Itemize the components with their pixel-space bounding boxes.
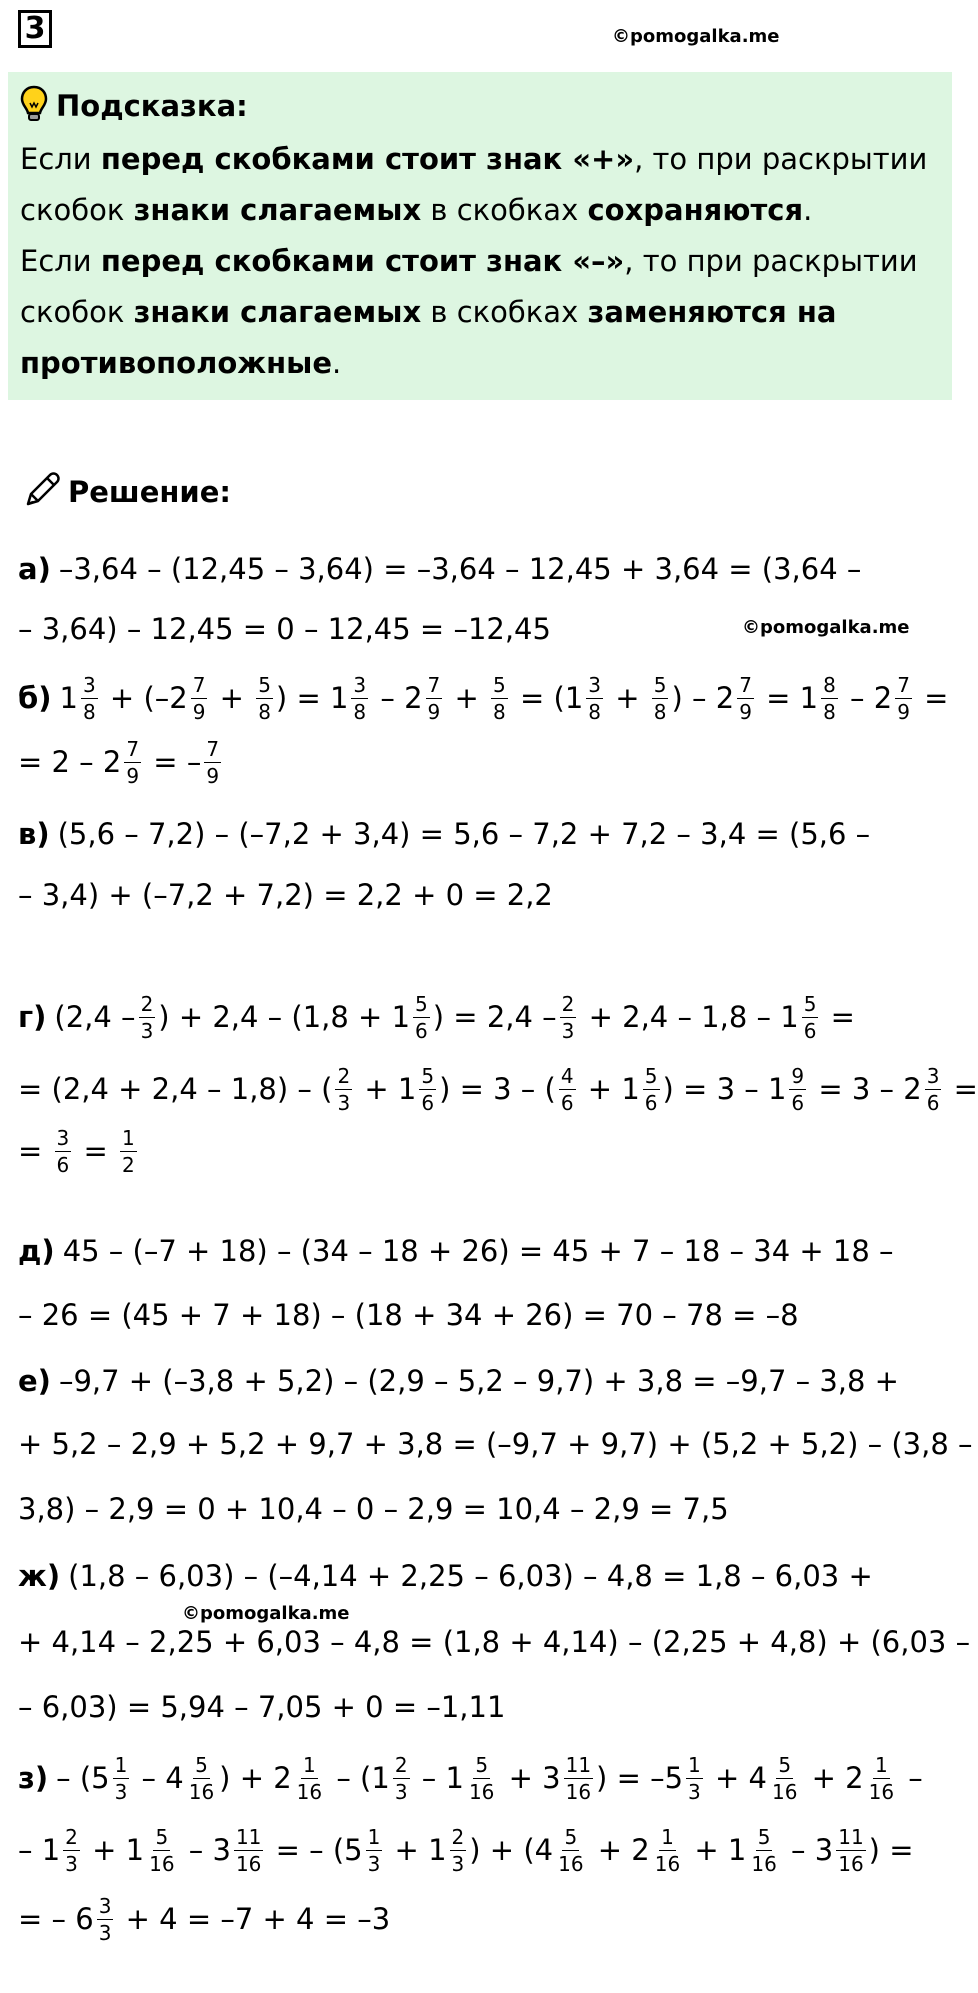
fraction: 3 8 (353, 672, 367, 724)
expression-text: = (821, 999, 855, 1034)
fraction: $\frac{11}{16}$ (235, 1824, 262, 1876)
expression-text: ) = 3 – ( (439, 1071, 556, 1106)
item-label: в) (18, 816, 50, 851)
item-label: ж) (18, 1558, 61, 1593)
solution-line (18, 1120, 948, 1182)
expression-text: = 3 – 2 (809, 1071, 922, 1106)
expression-text: – 4 (132, 1760, 184, 1795)
fraction: $\frac{5}{8}$ (258, 672, 271, 724)
fraction: 5 16 (751, 1824, 777, 1876)
fraction: 7 9 (206, 736, 220, 788)
solution-header (22, 470, 231, 514)
expression-text: – (1 (327, 1760, 390, 1795)
expression-text: 1 (59, 680, 78, 715)
expression-text: – (899, 1760, 923, 1795)
expression-text: ) = –5 (596, 1760, 684, 1795)
expression-text: + (445, 680, 489, 715)
expression-text: ) = 2,4 – (432, 999, 557, 1034)
fraction: 8 8 (823, 672, 836, 724)
fraction: 7 9 (192, 672, 206, 724)
item-label: д) (18, 1233, 55, 1268)
hint-box (8, 72, 952, 400)
solution-line (18, 986, 948, 1048)
expression-text: + 4 (705, 1760, 767, 1795)
expression-text: + (210, 680, 254, 715)
expression-text: + 4,14 – 2,25 + 6,03 – 4,8 = (1,8 + 4,14) – (2,25 + 4,8) + (6,03 – (18, 1624, 971, 1659)
solution-line (18, 1747, 948, 1809)
fraction: 5 6 (415, 991, 428, 1043)
item-label: б) (18, 680, 52, 715)
solution-line (18, 1819, 948, 1881)
fraction: $\frac{7}{9}$ (739, 672, 752, 724)
expression-text: (5,6 – 7,2) – (–7,2 + 3,4) = 5,6 – 7,2 + 7,2 – 3,4 = (5,6 – (57, 816, 871, 851)
expression-text: = (1 (510, 680, 584, 715)
fraction: $\frac{5}{8}$ (653, 672, 667, 724)
watermark: ©pomogalka.me (182, 1603, 350, 1624)
fraction: 11 16 (565, 1752, 592, 1804)
expression-text: ) + 2 (219, 1760, 292, 1795)
expression-text: + 1 (385, 1832, 447, 1867)
fraction: 5 16 (188, 1752, 215, 1804)
expression-text: + 1 (355, 1071, 417, 1106)
fraction: 1 16 (296, 1752, 323, 1804)
hint-header (20, 78, 952, 134)
fraction: 1 16 (868, 1752, 895, 1804)
fraction: 5 16 (558, 1824, 584, 1876)
fraction: $\frac{7}{9}$ (897, 672, 910, 724)
fraction: 3 8 (588, 672, 601, 724)
expression-text: – 2 (840, 680, 893, 715)
expression-text: – 3,64) – 12,45 = 0 – 12,45 = –12,45 (18, 611, 551, 646)
solution-line (18, 1350, 948, 1412)
expression-text: = – (144, 744, 202, 779)
expression-text: ) – 2 (671, 680, 735, 715)
pencil-icon (22, 470, 62, 514)
fraction: 3 8 (82, 672, 96, 724)
fraction: $\frac{9}{6}$ (791, 1063, 805, 1115)
expression-text: 45 – (–7 + 18) – (34 – 18 + 26) = 45 + 7 – 18 – 34 + 18 – (62, 1233, 894, 1268)
expression-text: + 1 (578, 1071, 640, 1106)
expression-text: –9,7 + (–3,8 + 5,2) – (2,9 – 5,2 – 9,7) + 3,8 = –9,7 – 3,8 + (58, 1363, 899, 1398)
expression-text: = – (5 (266, 1832, 363, 1867)
task-number: 3 (18, 10, 52, 48)
fraction: 2 3 (394, 1752, 408, 1804)
expression-text: + 2 (802, 1760, 864, 1795)
fraction: $\frac{5}{6}$ (803, 991, 817, 1043)
fraction: 2 3 (140, 991, 154, 1043)
expression-text: = (2,4 + 2,4 – 1,8) – ( (18, 1071, 333, 1106)
expression-text: ) = 1 (275, 680, 349, 715)
solution-line (18, 1284, 948, 1346)
expression-text: – 1 (18, 1832, 61, 1867)
watermark: ©pomogalka.me (742, 617, 910, 638)
expression-text: + 2 (588, 1832, 650, 1867)
expression-text: = – 6 (18, 1901, 94, 1936)
fraction: 1 3 (114, 1752, 128, 1804)
fraction: 1 3 (688, 1752, 701, 1804)
lightbulb-icon (20, 85, 48, 127)
solution-line (18, 538, 948, 600)
fraction: 7 9 (427, 672, 441, 724)
expression-text: + (606, 680, 649, 715)
expression-text: = (74, 1133, 118, 1168)
expression-text: – 3 (179, 1832, 231, 1867)
solution-line (18, 1058, 978, 1120)
expression-text: – 3 (781, 1832, 834, 1867)
expression-text: = (18, 1133, 52, 1168)
fraction: $\frac{3}{6}$ (926, 1063, 940, 1115)
expression-text: – 2 (371, 680, 423, 715)
watermark: ©pomogalka.me (612, 26, 780, 47)
expression-text: + 3 (499, 1760, 561, 1795)
fraction: 2 3 (561, 991, 575, 1043)
fraction: 2 3 (65, 1824, 78, 1876)
solution-line (18, 1413, 973, 1475)
expression-text: + 5,2 – 2,9 + 5,2 + 9,7 + 3,8 = (–9,7 + 9,7) + (5,2 + 5,2) – (3,8 – (18, 1426, 973, 1461)
fraction: 2 3 (337, 1063, 351, 1115)
fraction: 4 6 (560, 1063, 574, 1115)
solution-line (18, 1545, 948, 1607)
item-label: е) (18, 1363, 51, 1398)
expression-text: = 2 – 2 (18, 744, 122, 779)
fraction: 5 16 (468, 1752, 495, 1804)
expression-text: (2,4 – (54, 999, 136, 1034)
expression-text: + 1 (685, 1832, 747, 1867)
fraction: 5 6 (644, 1063, 658, 1115)
expression-text: (1,8 – 6,03) – (–4,14 + 2,25 – 6,03) – 4,8 = 1,8 – 6,03 + (68, 1558, 873, 1593)
fraction: 1 3 (367, 1824, 381, 1876)
expression-text: – 6,03) = 5,94 – 7,05 + 0 = –1,11 (18, 1689, 506, 1724)
solution-line (18, 1676, 948, 1738)
expression-text: + 2,4 – 1,8 – 1 (579, 999, 799, 1034)
fraction: $\frac{3}{6}$ (56, 1125, 70, 1177)
expression-text: ) + (4 (469, 1832, 554, 1867)
expression-text: –3,64 – (12,45 – 3,64) = –3,64 – 12,45 + 3,64 = (3,64 – (58, 551, 862, 586)
solution-title: Решение: (68, 475, 232, 509)
fraction: $\frac{7}{9}$ (126, 736, 140, 788)
fraction: 5 16 (771, 1752, 798, 1804)
expression-text: – 26 = (45 + 7 + 18) – (18 + 34 + 26) = 70 – 78 = –8 (18, 1297, 799, 1332)
solution-line (18, 667, 948, 729)
expression-text: ) = (868, 1832, 914, 1867)
expression-text: – 1 (412, 1760, 464, 1795)
hint-rule-minus: Если перед скобками стоит знак «–», то при раскрытии скобок знаки слагаемых в скобках заменяются на противоположные. (20, 244, 918, 380)
expression-text: = 1 (756, 680, 819, 715)
expression-text: = (944, 1071, 978, 1106)
solution-line (18, 1220, 948, 1282)
fraction: 1 16 (654, 1824, 681, 1876)
fraction: 5 16 (149, 1824, 175, 1876)
item-label: з) (18, 1760, 49, 1795)
solution-line (18, 1478, 948, 1540)
solution-line (18, 803, 948, 865)
fraction: 3 3 (98, 1893, 112, 1945)
fraction: $\frac{5}{8}$ (493, 672, 506, 724)
expression-text: – (5 (56, 1760, 110, 1795)
solution-line (18, 731, 948, 793)
item-label: г) (18, 999, 47, 1034)
expression-text: ) = 3 – 1 (662, 1071, 787, 1106)
expression-text: 3,8) – 2,9 = 0 + 10,4 – 0 – 2,9 = 10,4 – 2,9 = 7,5 (18, 1491, 729, 1526)
expression-text: + (–2 (100, 680, 188, 715)
expression-text: + 4 = –7 + 4 = –3 (116, 1901, 391, 1936)
hint-title: Подсказка: (56, 89, 248, 123)
solution-line (18, 864, 948, 926)
fraction: 2 3 (451, 1824, 465, 1876)
solution-line (18, 1611, 971, 1673)
hint-rule-plus: Если перед скобками стоит знак «+», то при раскрытии скобок знаки слагаемых в скобках сохраняются. (20, 142, 928, 227)
expression-text: – 3,4) + (–7,2 + 7,2) = 2,2 + 0 = 2,2 (18, 877, 553, 912)
expression-text: ) + 2,4 – (1,8 + 1 (158, 999, 411, 1034)
expression-text: + 1 (82, 1832, 145, 1867)
item-label: а) (18, 551, 51, 586)
fraction: 5 6 (421, 1063, 435, 1115)
solution-line (18, 1888, 948, 1950)
expression-text: = (914, 680, 949, 715)
fraction: 11 16 (838, 1824, 864, 1876)
fraction: $\frac{1}{2}$ (122, 1125, 135, 1177)
